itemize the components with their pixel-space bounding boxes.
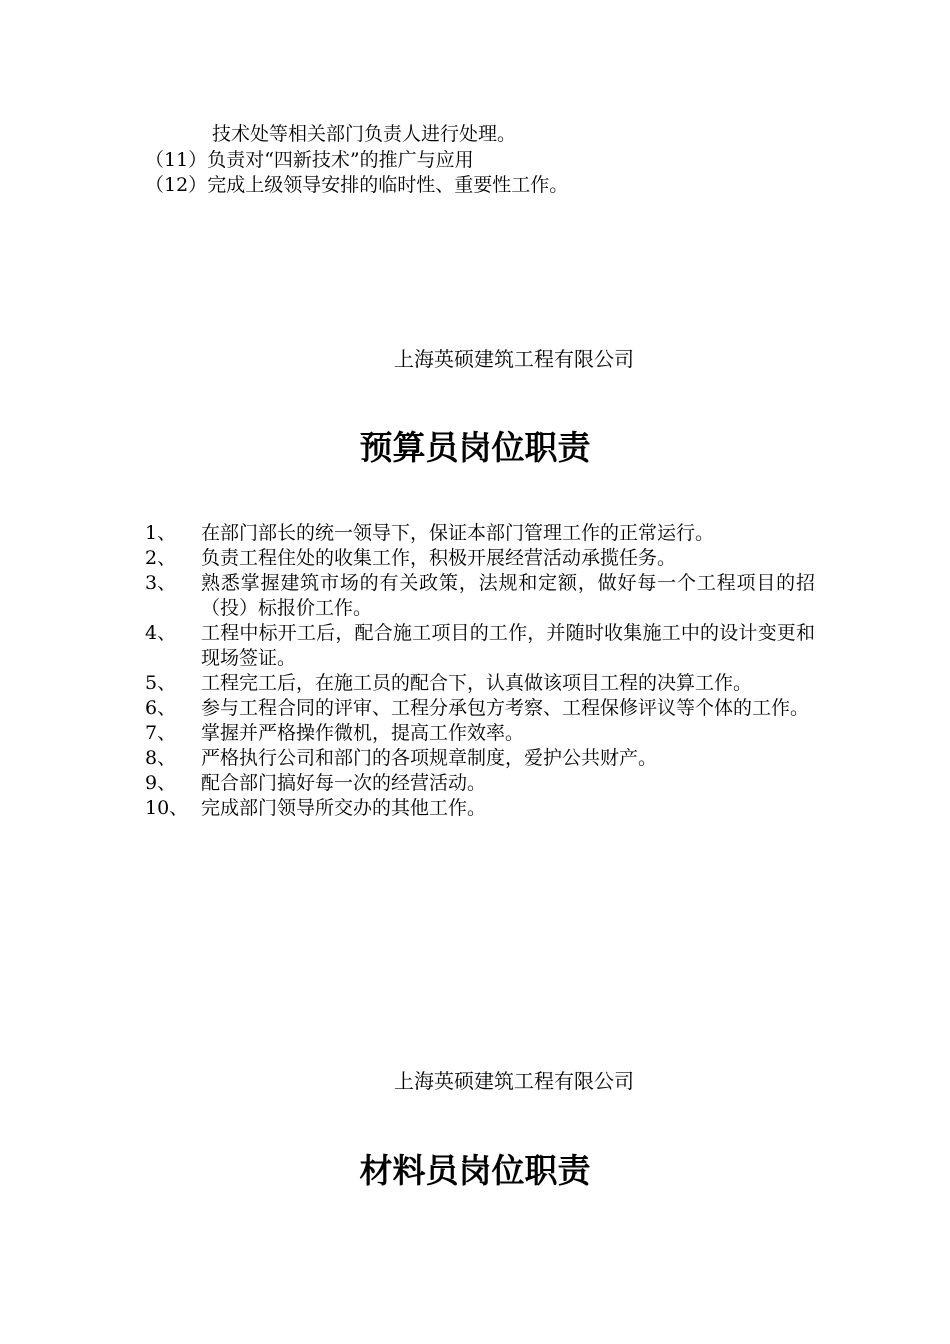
item-text: 负责对“四新技术”的推广与应用: [207, 149, 474, 171]
duty-item: [145, 671, 815, 696]
duty-text: 负责工程住处的收集工作，积极开展经营活动承揽任务。: [201, 547, 677, 569]
material-role-title: 材料员岗位职责: [359, 1151, 591, 1190]
item-text: 完成上级领导安排的临时性、重要性工作。: [207, 174, 569, 196]
duty-text: 配合部门搞好每一次的经营活动。: [201, 772, 487, 794]
numbered-item-11: [145, 148, 474, 172]
item-number: （11）: [145, 149, 208, 171]
company-name-budget: 上海英硕建筑工程有限公司: [394, 347, 634, 371]
duty-item: [145, 546, 815, 571]
duty-item: [145, 621, 815, 671]
duty-item: [145, 771, 815, 796]
duty-number: 5、: [145, 672, 177, 694]
numbered-item-12: [145, 173, 568, 197]
duty-text: 掌握并严格操作微机，提高工作效率。: [201, 722, 525, 744]
duty-text: 严格执行公司和部门的各项规章制度，爱护公共财产。: [201, 747, 658, 769]
budget-duty-list: [145, 521, 815, 821]
duty-number: 6、: [145, 697, 177, 719]
company-name-material: 上海英硕建筑工程有限公司: [394, 1069, 634, 1093]
duty-number: 10、: [145, 797, 189, 819]
budget-role-title: 预算员岗位职责: [359, 428, 591, 467]
duty-item: [145, 746, 815, 771]
duty-item: [145, 721, 815, 746]
duty-item: [145, 521, 815, 546]
duty-number: 2、: [145, 547, 177, 569]
duty-number: 9、: [145, 772, 177, 794]
duty-item: [145, 796, 815, 821]
duty-number: 3、: [145, 572, 177, 594]
duty-item: [145, 696, 815, 721]
duty-number: 4、: [145, 622, 177, 644]
duty-number: 1、: [145, 522, 177, 544]
item-number: （12）: [145, 174, 208, 196]
duty-text: 工程中标开工后，配合施工项目的工作，并随时收集施工中的设计变更和现场签证。: [201, 622, 815, 669]
duty-text: 工程完工后，在施工员的配合下，认真做该项目工程的决算工作。: [201, 672, 753, 694]
continuation-text: 技术处等相关部门负责人进行处理。: [212, 123, 517, 145]
duty-number: 7、: [145, 722, 177, 744]
duty-number: 8、: [145, 747, 177, 769]
duty-text: 完成部门领导所交办的其他工作。: [201, 797, 487, 819]
duty-item: [145, 571, 815, 621]
duty-text: 在部门部长的统一领导下，保证本部门管理工作的正常运行。: [201, 522, 715, 544]
duty-text: 参与工程合同的评审、工程分承包方考察、工程保修评议等个体的工作。: [201, 697, 810, 719]
duty-text: 熟悉掌握建筑市场的有关政策，法规和定额，做好每一个工程项目的招（投）标报价工作。: [201, 572, 815, 619]
